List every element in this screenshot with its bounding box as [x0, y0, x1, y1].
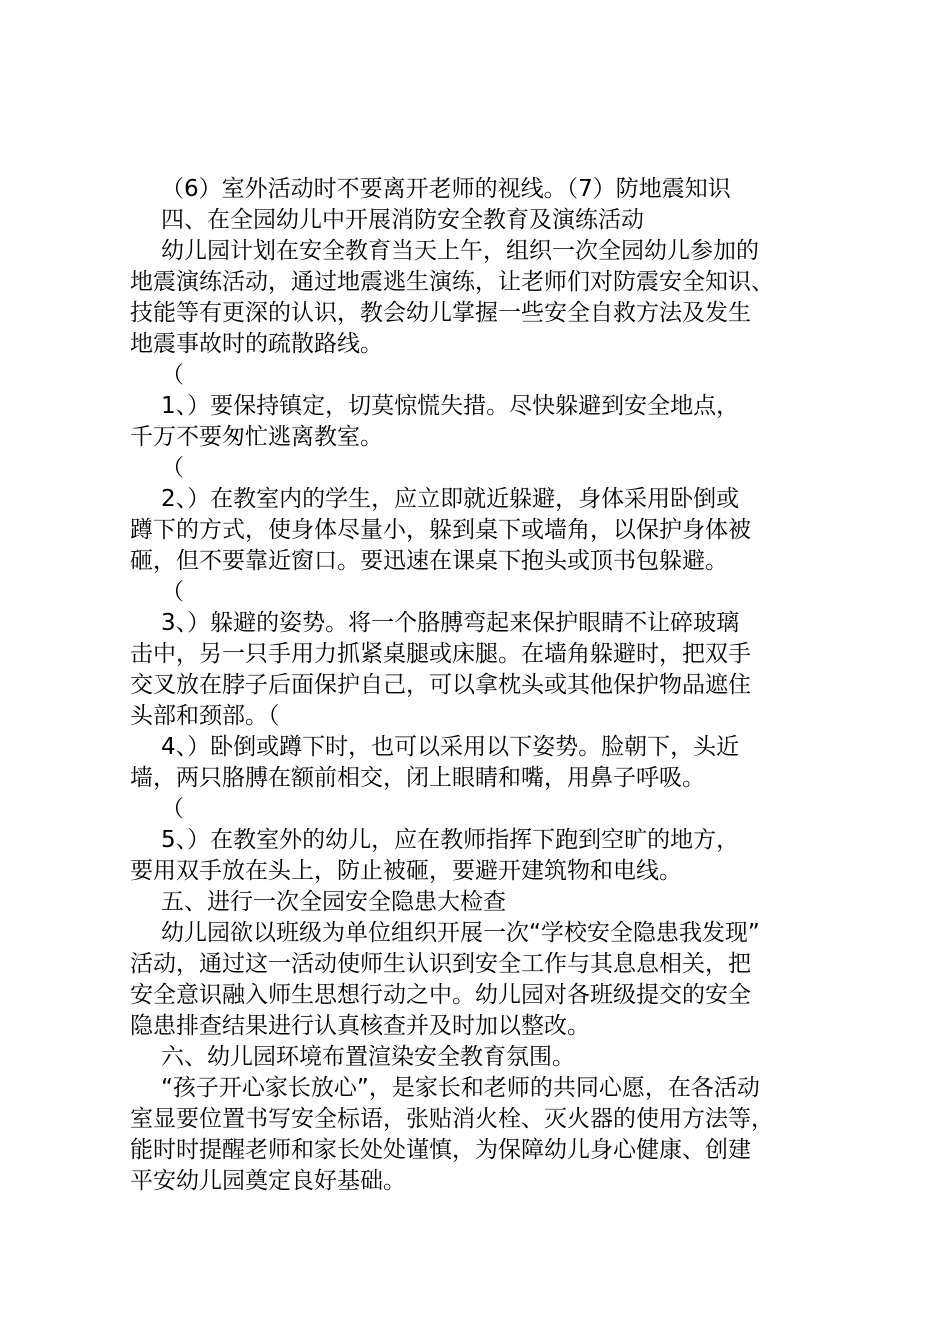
- text-line: “孩子开心家长放心”，是家长和老师的共同心愿，在各活动: [161, 1075, 760, 1101]
- text-line: 地震演练活动，通过地震逃生演练，让老师们对防震安全知识、: [130, 269, 774, 295]
- section-heading-4: 四、在全园幼儿中开展消防安全教育及演练活动: [161, 207, 644, 233]
- text-line: 平安幼儿园奠定良好基础。: [130, 1168, 406, 1194]
- list-item-1: 1、）要保持镇定，切莫惊慌失措。尽快躲避到安全地点，: [161, 393, 740, 419]
- text-line: 幼儿园计划在安全教育当天上午，组织一次全园幼儿参加的: [161, 238, 759, 264]
- text-line: 击中，另一只手用力抓紧桌腿或床腿。在墙角躲避时，把双手: [130, 641, 751, 667]
- text-line: 技能等有更深的认识，教会幼儿掌握一些安全自救方法及发生: [130, 300, 751, 326]
- text-line: 活动，通过这一活动使师生认识到安全工作与其息息相关，把: [130, 951, 751, 977]
- text-line: 室显要位置书写安全标语，张贴消火栓、灭火器的使用方法等，: [130, 1106, 774, 1132]
- text-line: 隐患排查结果进行认真核查并及时加以整改。: [130, 1013, 590, 1039]
- list-item-4: 4、）卧倒或蹲下时，也可以采用以下姿势。脸朝下，头近: [161, 734, 740, 760]
- list-item-3: 3、）躲避的姿势。将一个胳膊弯起来保护眼睛不让碎玻璃: [161, 610, 740, 636]
- text-line: 地震事故时的疏散路线。: [130, 331, 383, 357]
- text-line: 蹲下的方式，使身体尽量小，躲到桌下或墙角，以保护身体被: [130, 517, 751, 543]
- text-line: 头部和颈部。（: [130, 703, 280, 729]
- section-heading-5: 五、进行一次全园安全隐患大检查: [161, 889, 506, 915]
- text-line: （: [161, 579, 184, 605]
- section-heading-6: 六、幼儿园环境布置渲染安全教育氛围。: [161, 1044, 575, 1070]
- text-line: 墙，两只胳膊在额前相交，闭上眼睛和嘴，用鼻子呼吸。: [130, 765, 705, 791]
- list-item-2: 2、）在教室内的学生，应立即就近躲避，身体采用卧倒或: [161, 486, 740, 512]
- text-line: （: [161, 362, 184, 388]
- text-line: （: [161, 796, 184, 822]
- list-item-5: 5、）在教室外的幼儿，应在教师指挥下跑到空旷的地方，: [161, 827, 740, 853]
- text-line: 安全意识融入师生思想行动之中。幼儿园对各班级提交的安全: [130, 982, 751, 1008]
- text-line: （: [161, 455, 184, 481]
- text-line: （6）室外活动时不要离开老师的视线。（7）防地震知识: [161, 176, 731, 202]
- text-line: 交叉放在脖子后面保护自己，可以拿枕头或其他保护物品遮住: [130, 672, 751, 698]
- text-line: 幼儿园欲以班级为单位组织开展一次“学校安全隐患我发现”: [161, 920, 760, 946]
- text-line: 千万不要匆忙逃离教室。: [130, 424, 383, 450]
- text-line: 要用双手放在头上，防止被砸，要避开建筑物和电线。: [130, 858, 682, 884]
- text-line: 能时时提醒老师和家长处处谨慎，为保障幼儿身心健康、创建: [130, 1137, 751, 1163]
- text-line: 砸，但不要靠近窗口。要迅速在课桌下抱头或顶书包躲避。: [130, 548, 728, 574]
